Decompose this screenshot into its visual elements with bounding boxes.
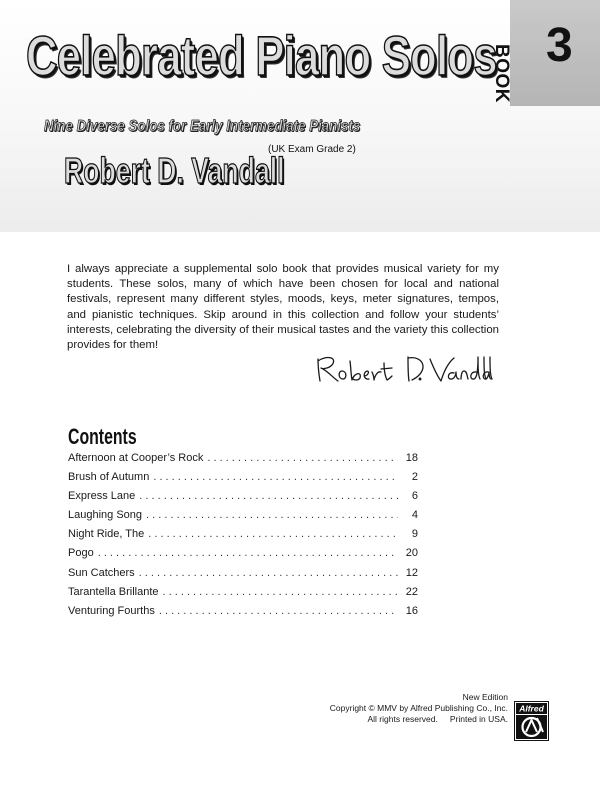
toc-leader-dots [146,509,398,521]
alfred-logo-icon [514,701,549,741]
toc-entry-page: 4 [411,509,418,522]
table-of-contents [68,452,418,624]
rights-line [300,714,508,725]
toc-leader-dots [148,528,398,540]
toc-entry [68,471,418,490]
toc-entry [68,547,418,566]
toc-entry-title: Sun Catchers [68,566,135,579]
contents-heading: Contents [68,424,137,449]
intro-paragraph: I always appreciate a supplemental solo book that provides musical variety for my students. These solos, many of which have been chosen for local and national festivals, represent many different styles, moods, keys, meter signatures, tempos, and pianistic techniques. Skip around in this collection and follow your students’ interests, celebrating the diversity of their musical tastes and the variety this collection provides for them! [67,263,499,352]
toc-entry-page: 12 [405,566,418,579]
book-number: 3 [546,19,573,72]
toc-entry-page: 22 [405,585,418,598]
edition-note: New Edition [462,692,508,702]
author-signature [312,349,494,389]
book-title: Celebrated Piano Solos [26,24,497,87]
toc-entry [68,490,418,509]
toc-leader-dots [139,490,398,502]
toc-entry-title: Brush of Autumn [68,471,150,484]
toc-entry-page: 2 [411,471,418,484]
toc-entry [68,567,418,586]
toc-entry-page: 18 [405,452,418,464]
exam-grade-note: (UK Exam Grade 2) [268,144,356,155]
toc-entry-page: 20 [405,547,418,560]
toc-entry [68,509,418,528]
toc-leader-dots [207,452,398,464]
toc-entry-title: Laughing Song [68,509,143,522]
toc-entry-page: 16 [405,604,418,617]
toc-entry-title: Night Ride, The [68,528,145,541]
toc-entry [68,528,418,547]
toc-entry-page: 9 [411,528,418,541]
toc-leader-dots [163,586,399,598]
toc-entry-title: Tarantella Brillante [68,585,159,598]
book-label: BOOK [491,44,512,103]
book-number-tab [491,0,600,106]
toc-entry-page: 6 [411,490,418,503]
toc-entry [68,452,418,471]
printed-in-text: Printed in USA. [449,714,508,725]
publication-footer [300,692,508,726]
toc-leader-dots [159,605,398,617]
toc-leader-dots [139,567,398,579]
book-subtitle: Nine Diverse Solos for Early Intermediate Pianists [44,118,361,135]
toc-entry-title: Express Lane [68,490,136,503]
toc-entry [68,586,418,605]
toc-leader-dots [98,547,398,559]
toc-leader-dots [153,471,398,483]
rights-text: All rights reserved. [367,714,438,725]
svg-text:Alfred: Alfred [519,703,544,714]
toc-entry-title: Afternoon at Cooper’s Rock [68,452,204,464]
copyright-line: Copyright © MMV by Alfred Publishing Co., Inc. [329,703,508,714]
toc-entry-title: Venturing Fourths [68,604,155,617]
toc-entry [68,605,418,624]
author-name: Robert D. Vandall [64,150,285,191]
toc-entry-title: Pogo [68,547,94,560]
